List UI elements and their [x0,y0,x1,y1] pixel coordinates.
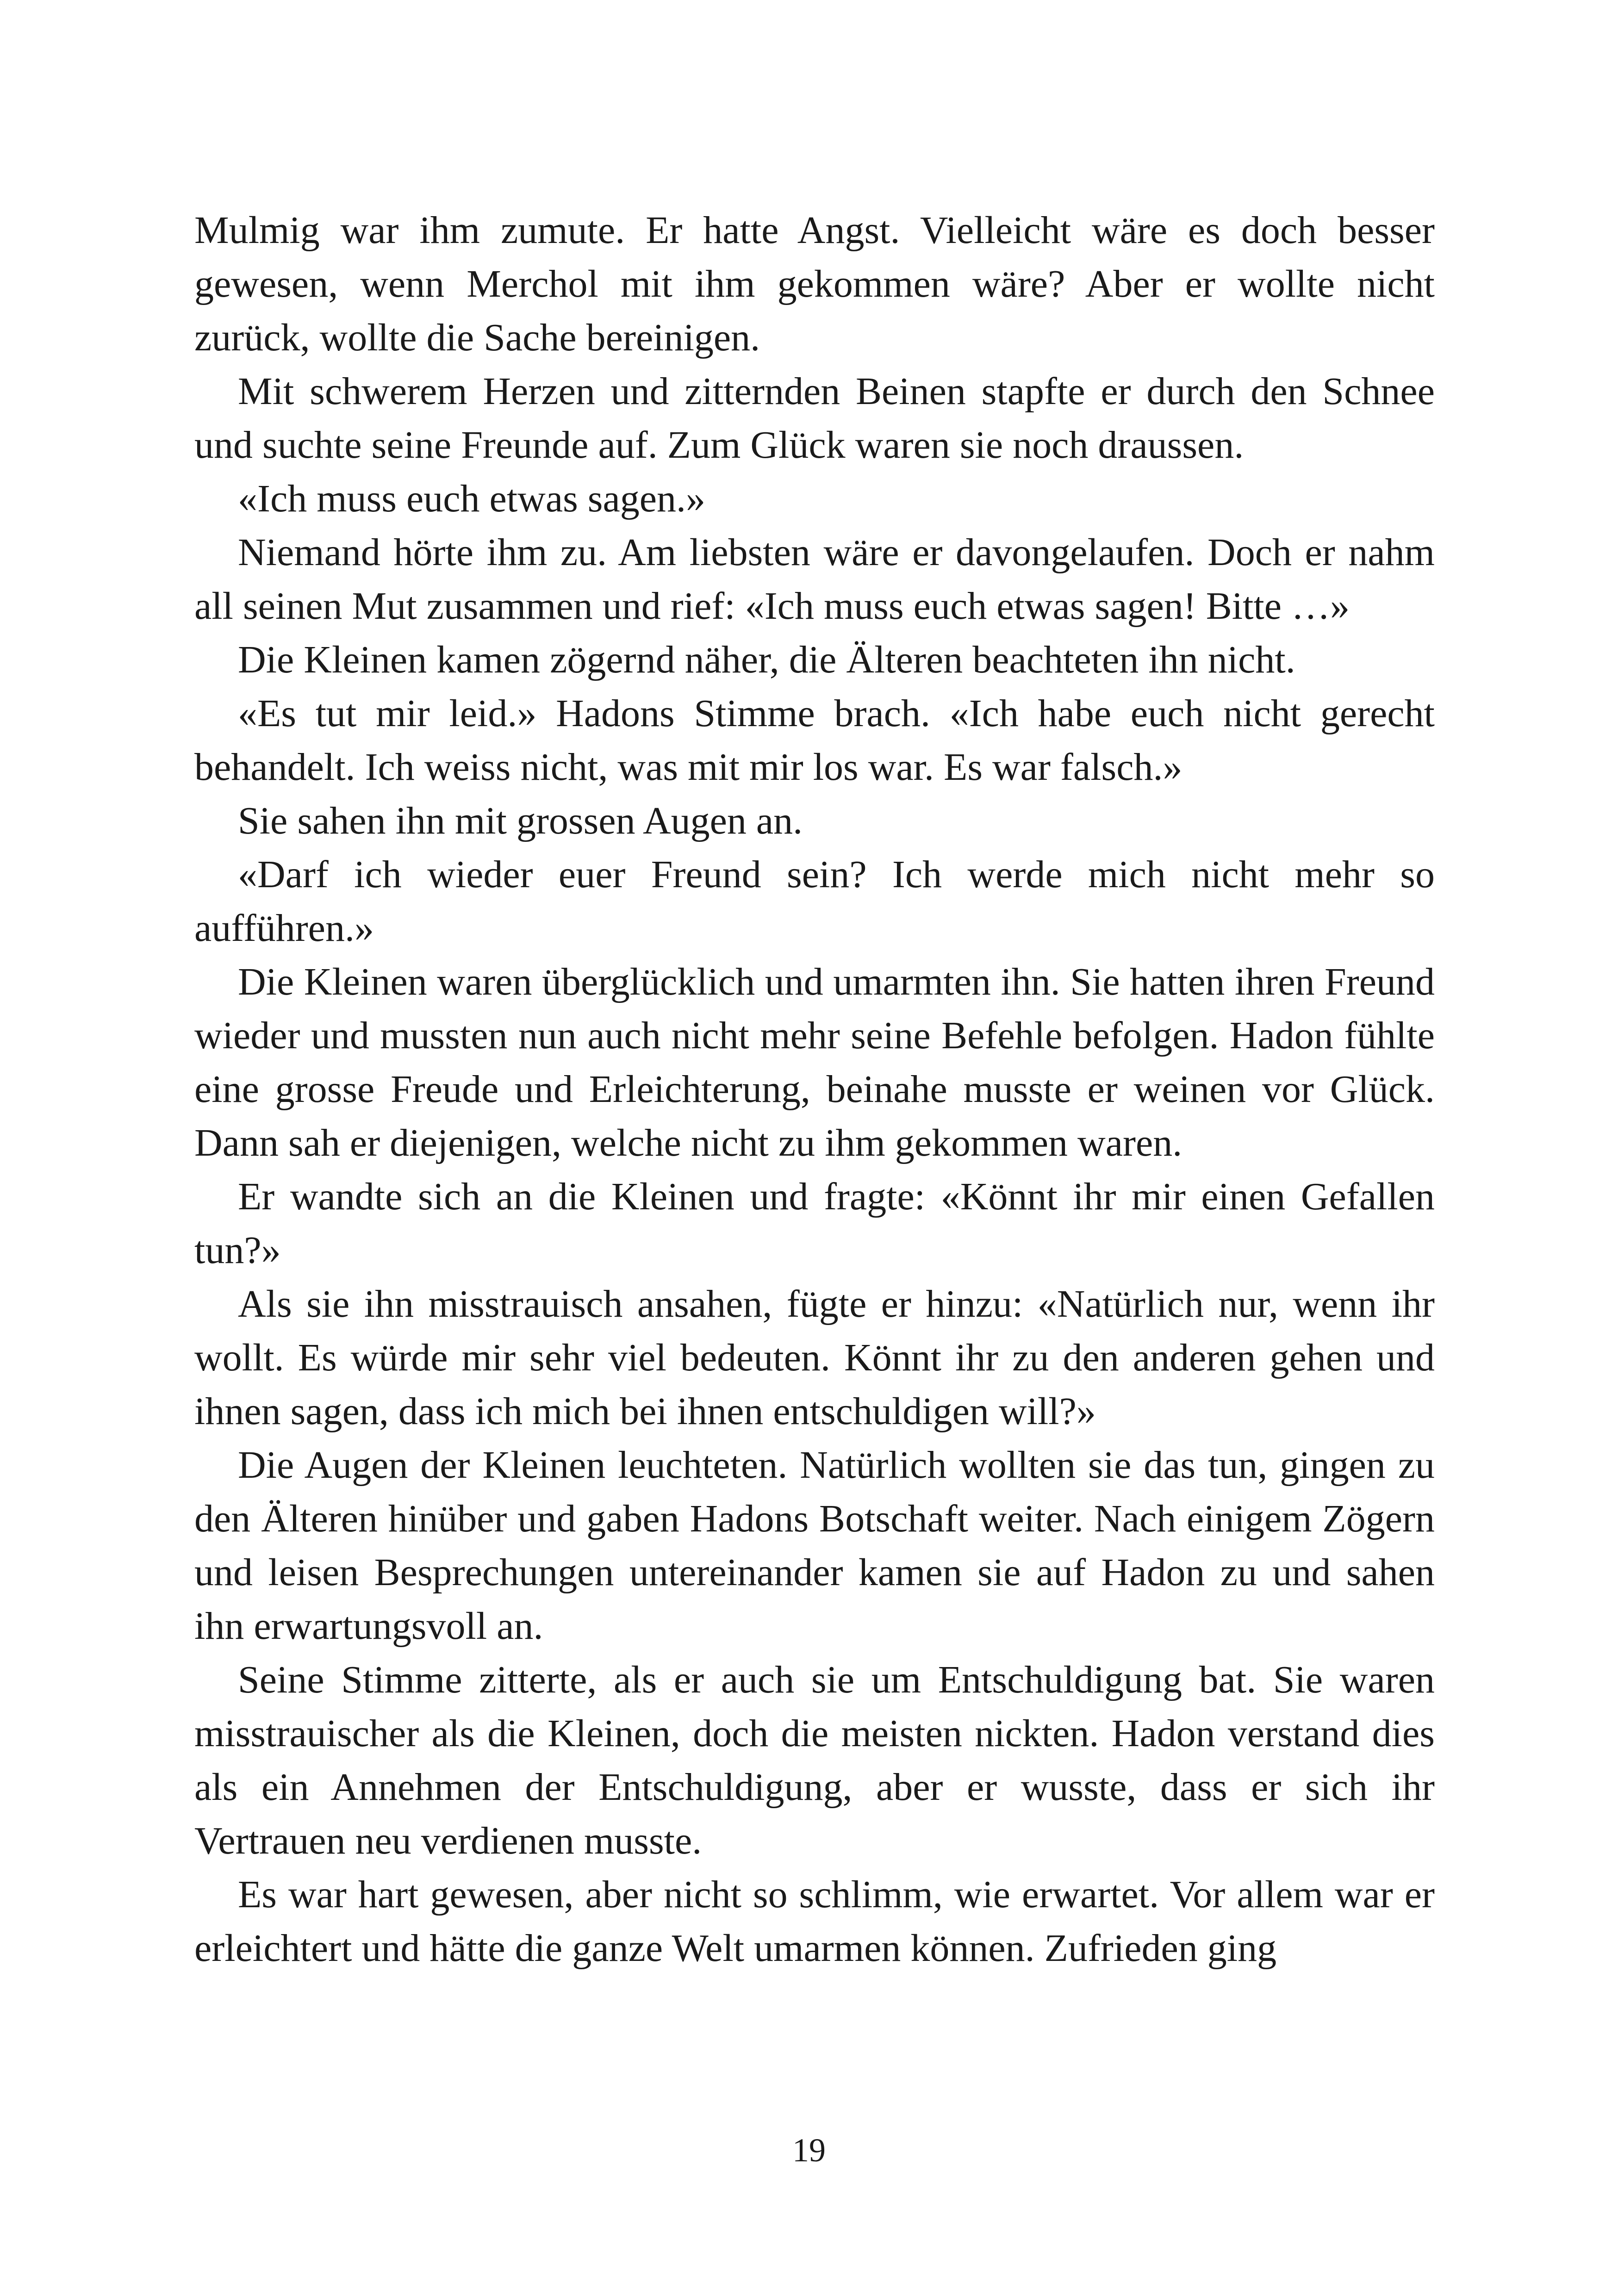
paragraph: «Es tut mir leid.» Hadons Stimme brach. «Ich habe euch nicht gerecht behandelt. Ich weiss nicht, was mit mir los war. Es war falsch.» [194,692,1435,789]
paragraph: Sie sahen ihn mit grossen Augen an. [238,799,803,842]
paragraph: Es war hart gewesen, aber nicht so schlimm, wie erwartet. Vor allem war er erleichtert und hätte die ganze Welt umarmen können. Zufrieden ging [194,1873,1435,1970]
paragraph: Mulmig war ihm zumute. Er hatte Angst. Vielleicht wäre es doch besser gewesen, wenn Merchol mit ihm gekommen wäre? Aber er wollte nicht zurück, wollte die Sache bereinigen. [194,209,1435,359]
paragraph: Mit schwerem Herzen und zitternden Beinen stapfte er durch den Schnee und suchte seine Freunde auf. Zum Glück waren sie noch draussen. [194,370,1435,467]
paragraph: Die Kleinen kamen zögernd näher, die Älteren beachteten ihn nicht. [238,638,1295,681]
paragraph: «Darf ich wieder euer Freund sein? Ich werde mich nicht mehr so aufführen.» [194,853,1435,950]
paragraph: «Ich muss euch etwas sagen.» [238,477,706,520]
paragraph: Die Kleinen waren überglücklich und umarmten ihn. Sie hatten ihren Freund wieder und mussten nun auch nicht mehr seine Befehle befolgen. Hadon fühlte eine grosse Freude und Erleichterung, beinahe musste er weinen vor Glück. Dann sah er diejenigen, welche nicht zu ihm gekommen waren. [194,960,1435,1164]
body-text [194,204,1435,1975]
paragraph: Er wandte sich an die Kleinen und fragte: «Könnt ihr mir einen Gefallen tun?» [194,1175,1435,1272]
page-number: 19 [792,2132,826,2169]
paragraph: Als sie ihn misstrauisch ansahen, fügte er hinzu: «Natürlich nur, wenn ihr wollt. Es würde mir sehr viel bedeuten. Könnt ihr zu den anderen gehen und ihnen sagen, dass ich mich bei ihnen entschuldigen will?» [194,1282,1435,1433]
paragraph: Seine Stimme zitterte, als er auch sie um Entschuldigung bat. Sie waren misstrauischer als die Kleinen, doch die meisten nickten. Hadon verstand dies als ein Annehmen der Entschuldigung, aber er wusste, dass er sich ihr Vertrauen neu verdienen musste. [194,1658,1435,1862]
paragraph: Niemand hörte ihm zu. Am liebsten wäre er davongelaufen. Doch er nahm all seinen Mut zusammen und rief: «Ich muss euch etwas sagen! Bitte …» [194,531,1435,628]
paragraph: Die Augen der Kleinen leuchteten. Natürlich wollten sie das tun, gingen zu den Älteren hinüber und gaben Hadons Botschaft weiter. Nach einigem Zögern und leisen Besprechungen untereinander kamen sie auf Hadon zu und sahen ihn erwartungsvoll an. [194,1444,1435,1648]
